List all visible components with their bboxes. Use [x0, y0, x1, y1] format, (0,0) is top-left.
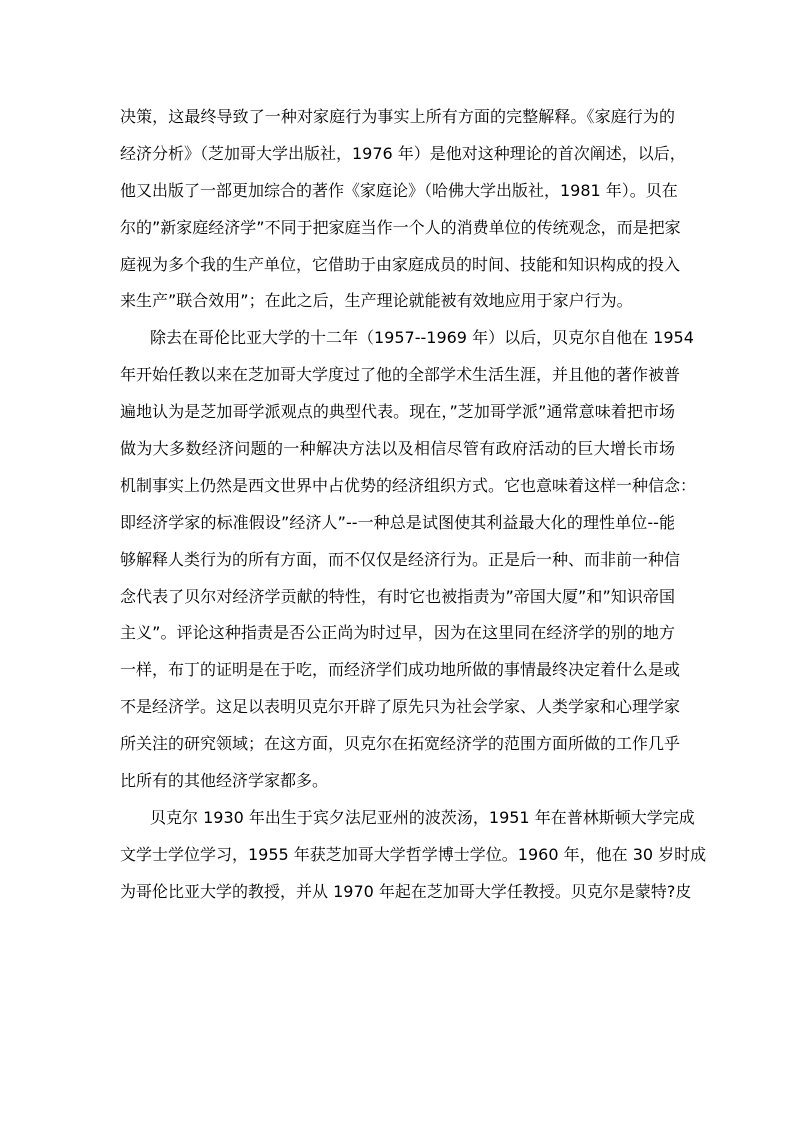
text-line: 即经济学家的标准假设”经济人”--一种总是试图使其利益最大化的理性单位--能: [120, 512, 675, 532]
text-line: 年开始任教以来在芝加哥大学度过了他的全部学术生活生涯，并且他的著作被普: [120, 365, 681, 385]
paragraph-2: [0, 324, 794, 804]
text-line: 主义”。评论这种指责是否公正尚为时过早，因为在这里同在经济学的别的地方: [120, 623, 675, 643]
paragraph-3: [0, 804, 794, 915]
text-line: 决策，这最终导致了一种对家庭行为事实上所有方面的完整解释。《家庭行为的: [120, 107, 675, 126]
text-line: 经济分析》（芝加哥大学出版社，1976 年）是他对这种理论的首次阐述，以后，: [120, 143, 686, 163]
text-line: 除去在哥伦比亚大学的十二年（1957--1969 年）以后，贝克尔自他在 1954: [150, 328, 694, 348]
text-line: 所关注的研究领域；在这方面，贝克尔在拓宽经济学的范围方面所做的工作几乎: [120, 734, 681, 754]
text-line: 尔的”新家庭经济学”不同于把家庭当作一个人的消费单位的传统观念，而是把家: [120, 217, 681, 237]
text-line: 贝克尔 1930 年出生于宾夕法尼亚州的波茨汤，1951 年在普林斯顿大学完成: [150, 807, 695, 827]
paragraph-1: [0, 103, 794, 324]
text-line: 遍地认为是芝加哥学派观点的典型代表。现在，”芝加哥学派”通常意味着把市场: [120, 402, 675, 422]
text-line: 机制事实上仍然是西文世界中占优势的经济组织方式。它也意味着这样一种信念：: [120, 475, 697, 495]
text-line: 比所有的其他经济学家都多。: [120, 771, 329, 791]
text-line: 一样，布丁的证明是在于吃，而经济学们成功地所做的事情最终决定着什么是或: [120, 660, 681, 680]
text-line: 够解释人类行为的所有方面，而不仅仅是经济行为。正是后一种、而非前一种信: [120, 549, 681, 569]
text-line: 不是经济学。这足以表明贝克尔开辟了原先只为社会学家、人类学家和心理学家: [120, 697, 681, 717]
text-line: 念代表了贝尔对经济学贡献的特性，有时它也被指责为”帝国大厦”和”知识帝国: [120, 586, 675, 606]
text-line: 庭视为多个我的生产单位，它借助于由家庭成员的时间、技能和知识构成的投入: [120, 254, 681, 274]
text-line: 做为大多数经济问题的一种解决方法以及相信尽管有政府活动的巨大增长市场: [120, 439, 675, 459]
text-line: 来生产”联合效用”；在此之后，生产理论就能被有效地应用于家户行为。: [120, 291, 633, 311]
body-text: [0, 103, 794, 915]
text-line: 为哥伦比亚大学的教授，并从 1970 年起在芝加哥大学任教授。贝克尔是蒙特?皮: [120, 881, 692, 901]
text-line: 他又出版了一部更加综合的著作《家庭论》（哈佛大学出版社，1981 年）。贝在: [120, 180, 678, 200]
text-line: 文学士学位学习，1955 年获芝加哥大学哲学博士学位。1960 年，他在 30 岁时成: [120, 844, 707, 864]
